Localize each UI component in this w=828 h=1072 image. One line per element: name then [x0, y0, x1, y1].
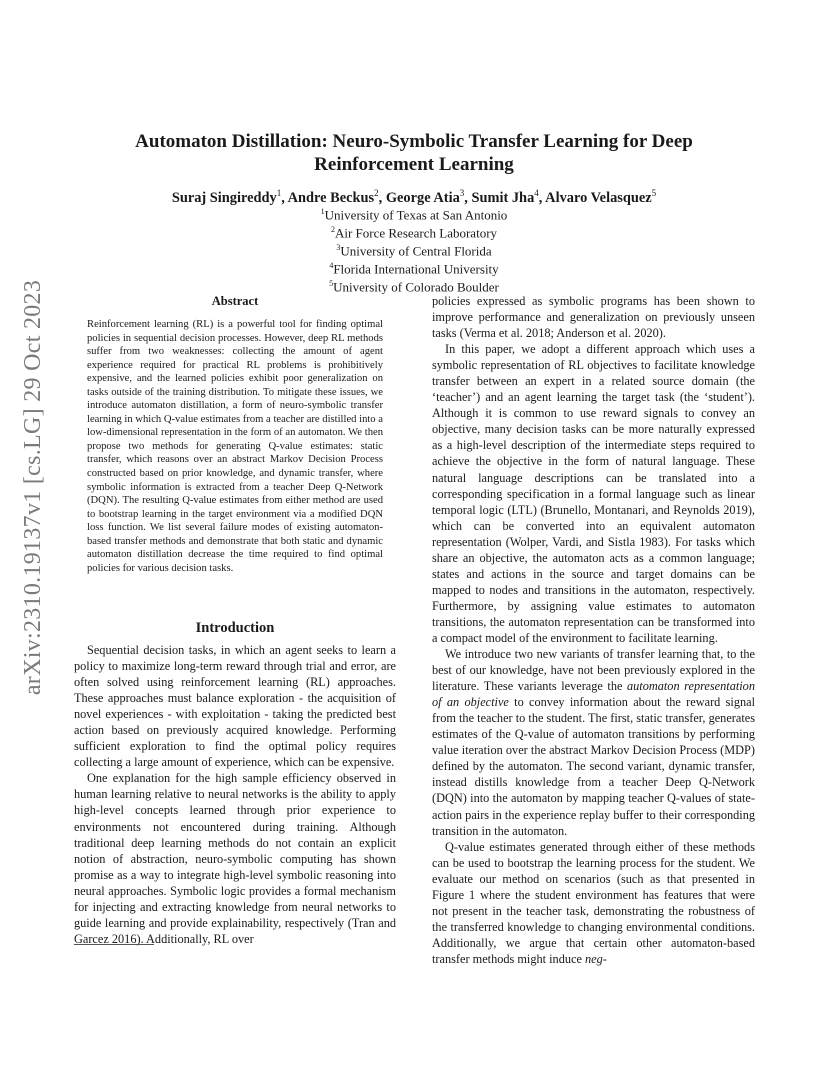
left-column-body [74, 642, 396, 947]
paragraph: In this paper, we adopt a different approach which uses a symbolic representation of RL objectives to facilitate knowledge transfer between an expert in a related source domain (the ‘teacher’) and an agent learning the target task (the ‘student’). Although it is common to use reward signals to convey an objective, many decision tasks can be more naturally expressed as a high-level description of the intermediate steps required to achieve the objective in the form of natural language. These natural language descriptions can be translated into a corresponding specification in a formal language such as linear temporal logic (LTL) (Brunello, Montanari, and Reynolds 2019), which can be converted into an equivalent automaton representation (Wolper, Vardi, and Sistla 1983). For tasks which share an objective, the automaton acts as a common language; states and actions in the source and target domains can be mapped to nodes and transitions in the automaton, respectively. Furthermore, by assigning value estimates to automaton transitions, the automaton representation can be transformed into a compact model of the environment to facilitate learning. [432, 342, 755, 645]
emphasis: automaton representation of an objective [432, 679, 755, 710]
footnote-divider [74, 944, 154, 945]
affiliation: $^5$University of Colorado Boulder [329, 279, 499, 295]
paragraph: Q-value estimates generated through either of these methods can be used to bootstrap the learning process for the student. We evaluate our method on scenarios (such as that presented in Figure 1 where the student environment has features that were not present in the teacher task, demonstrating the robustness of the transferred knowledge to changing environmental conditions. Additionally, we argue that certain other automaton-based transfer methods might induce neg- [432, 839, 755, 966]
affiliation: $^3$University of Central Florida [336, 243, 492, 259]
abstract-body: Reinforcement learning (RL) is a powerful tool for finding optimal policies in sequential decision processes. However, deep RL methods suffer from two weaknesses: collecting the amount of agent experience required for practical RL problems is prohibitively expensive, and the learned policies exhibit poor generalization on tasks outside of the training distribution. To mitigate these issues, we introduce automaton distillation, a form of neuro-symbolic transfer learning in which Q-value estimates from a teacher are distilled into a low-dimensional representation in the form of an automaton. We then propose two methods for generating Q-value estimates: static transfer, which reasons over an abstract Markov Decision Process constructed based on prior knowledge, and dynamic transfer, where symbolic information is extracted from a teacher Deep Q-Network (DQN). The resulting Q-value estimates from either method are used to bootstrap learning in the target environment via a modified DQN loss function. We list several failure modes of existing automaton-based transfer methods and demonstrate that both static and dynamic automaton distillation decrease the time required to find optimal policies for various decision tasks. [87, 319, 383, 574]
affiliation: $^4$Florida International University [329, 261, 499, 277]
affiliation: $^2$Air Force Research Laboratory [330, 225, 498, 241]
author: George Atia$^3$, [385, 188, 472, 206]
abstract-heading: Abstract [211, 294, 259, 308]
emphasis: neg- [585, 951, 607, 966]
paper-title [110, 130, 718, 176]
paragraph: We introduce two new variants of transfer learning that, to the best of our knowledge, have not been previously explored in the literature. These variants leverage the automaton representation of an objective to convey information about the reward signal from the teacher to the student. The first, static transfer, generates estimates of the Q-value of automaton transitions by performing value iteration over the abstract Markov Decision Process (MDP) defined by the automaton. The second variant, dynamic transfer, instead distills knowledge from a teacher Deep Q-Network (DQN) into the automaton by mapping teacher Q-values of state-action pairs in the experience replay buffer to their corresponding transition in the automaton. [432, 647, 755, 838]
paragraph: Sequential decision tasks, in which an agent seeks to learn a policy to maximize long-term reward through trial and error, are often solved using reinforcement learning (RL) approaches. These approaches must balance exploration - the acquisition of novel experiences - with exploitation - taking the predicted best action based on previously acquired knowledge. Performing sufficient exploration to find the optimal policy requires collecting a large amount of experience, which can be expensive. [74, 643, 396, 770]
author: Suraj Singireddy$^1$, [171, 188, 288, 206]
affiliation-list [200, 205, 628, 295]
right-column-body [432, 293, 755, 967]
author: Sumit Jha$^4$, [471, 188, 546, 206]
author: Andre Beckus$^2$, [287, 188, 386, 206]
arxiv-identifier-stamp: arXiv:2310.19137v1 [cs.LG] 29 Oct 2023 [20, 279, 47, 696]
author: Alvaro Velasquez$^5$ [545, 188, 657, 206]
affiliation: $^1$University of Texas at San Antonio [320, 207, 508, 223]
paragraph: One explanation for the high sample efficiency observed in human learning relative to neural networks is the ability to apply high-level concepts learned through prior experience to environments not encountered during training. Although traditional deep learning methods do not contain an explicit notion of abstraction, neuro-symbolic computing has shown promise as a way to integrate high-level symbolic reasoning into neural approaches. Symbolic logic provides a formal mechanism for injecting and extracting knowledge from neural networks to guide learning and provide explainability, respectively (Tran and Garcez 2016). Additionally, RL over [74, 771, 396, 946]
title-line-2: Reinforcement Learning [314, 154, 514, 175]
paragraph: policies expressed as symbolic programs has been shown to improve performance and generalization on previously unseen tasks (Verma et al. 2018; Anderson et al. 2020). [432, 294, 755, 341]
title-line-1: Automaton Distillation: Neuro-Symbolic Transfer Learning for Deep [135, 131, 693, 152]
introduction-heading: Introduction [195, 620, 275, 636]
